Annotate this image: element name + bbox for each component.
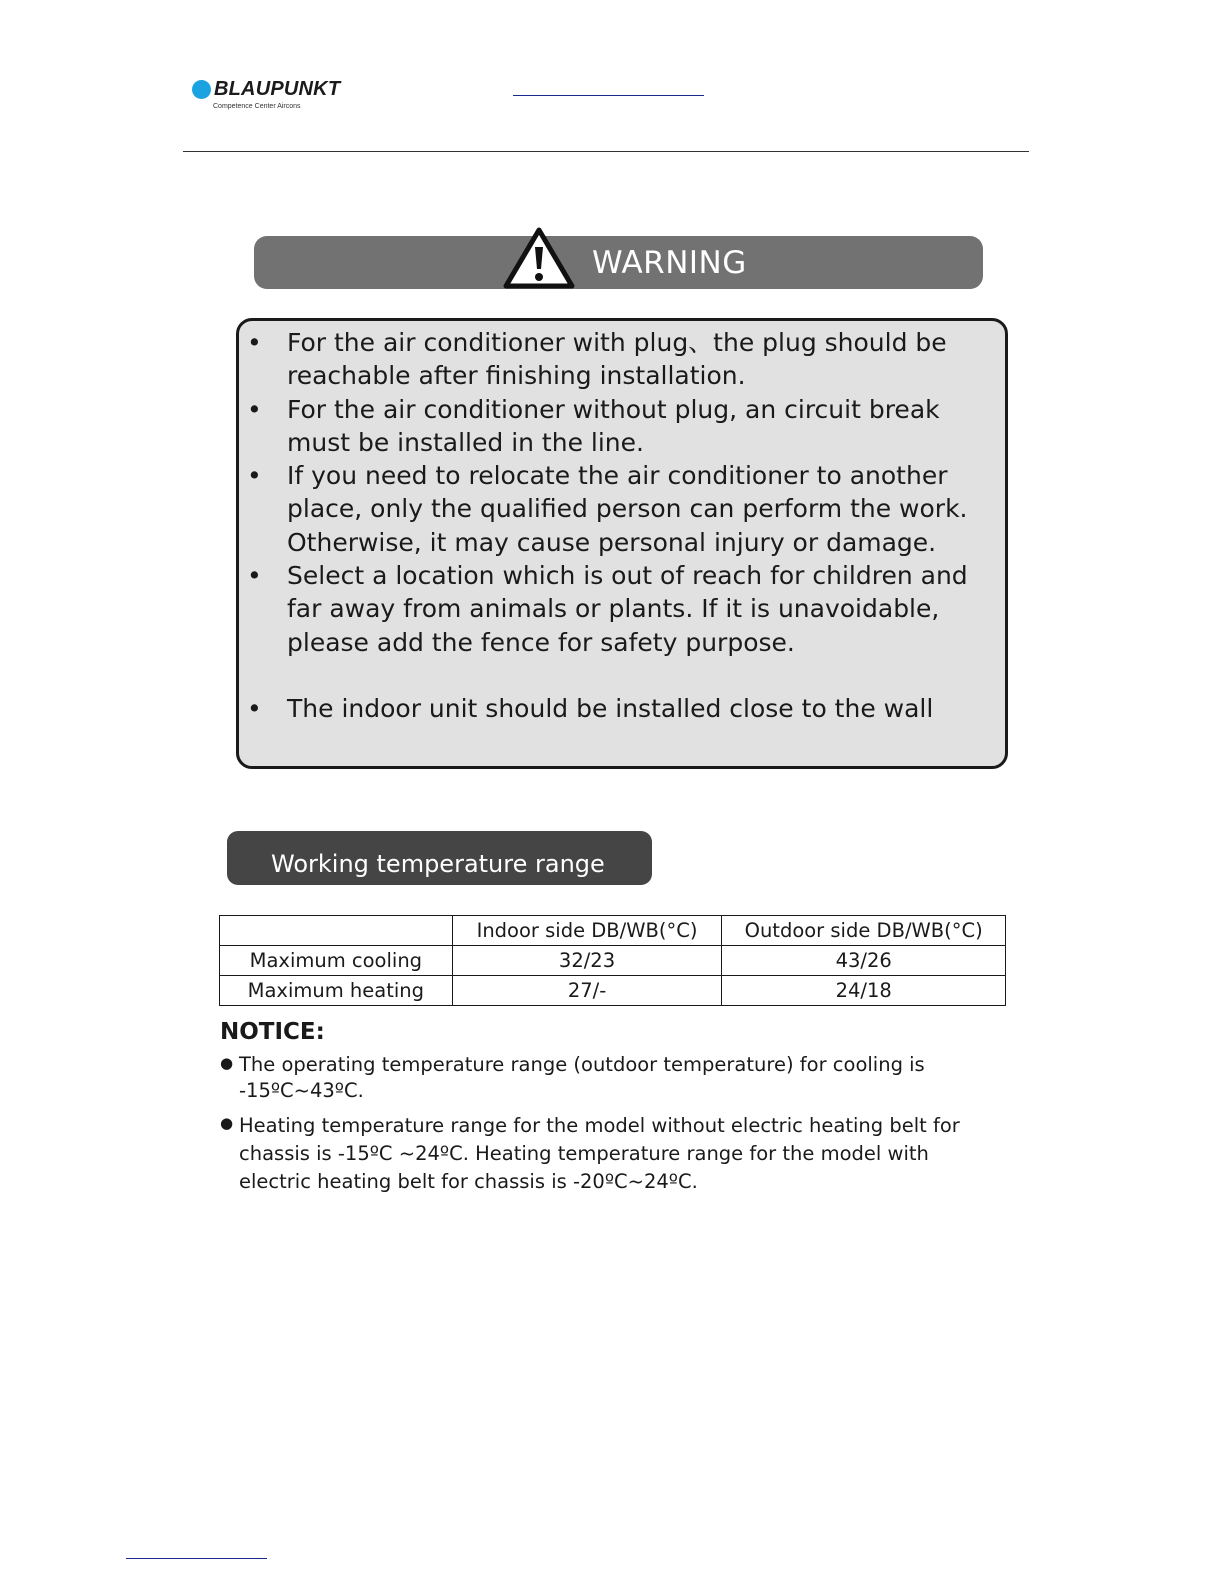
notice-title: NOTICE: (220, 1019, 325, 1045)
bullet-icon: ● (220, 1054, 234, 1072)
table-row (220, 946, 1006, 976)
table-cell: Maximum cooling (220, 946, 453, 976)
table-cell: 27/- (452, 976, 722, 1006)
bullet-icon: ● (220, 1114, 234, 1132)
table-row (220, 976, 1006, 1006)
warning-title: WARNING (592, 245, 747, 281)
warning-item-text: If you need to relocate the air conditioner to another place, only the qualified person can perform the work. Otherwise, it may cause personal injury or damage. (287, 461, 968, 557)
brand-logo-dot (192, 80, 211, 99)
warning-item-text: For the air conditioner without plug, an circuit break must be installed in the line. (287, 394, 940, 457)
table-cell: 43/26 (722, 946, 1006, 976)
notice-item-text: Heating temperature range for the model without electric heating belt for chassis is -15ºC ~24ºC. Heating temperature range for the model with electric heating belt for chassis is -20ºC~24ºC. (239, 1114, 960, 1193)
bullet-icon: • (247, 693, 262, 723)
section-title: Working temperature range (271, 850, 605, 878)
brand-logo-text: BLAUPUNKT (214, 78, 341, 100)
warning-list (247, 326, 992, 725)
bullet-icon: • (247, 561, 262, 591)
bullet-icon: • (247, 328, 262, 357)
table-header-row (220, 916, 1006, 946)
temperature-table (219, 915, 1006, 1006)
table-header-cell (220, 916, 453, 946)
header-link-underline (513, 95, 704, 96)
warning-triangle-icon (503, 227, 575, 289)
table-cell: Maximum heating (220, 976, 453, 1006)
brand-tagline: Competence Center Aircons (213, 103, 301, 110)
list-item (247, 393, 992, 460)
list-item (247, 692, 992, 725)
warning-item-text: Select a location which is out of reach for children and far away from animals or plants. If it is unavoidable, please add the fence for safety purpose. (287, 561, 968, 657)
footer-link-underline (126, 1558, 267, 1559)
warning-item-text: For the air conditioner with plug、the plug should be reachable after finishing installation. (287, 328, 947, 391)
table-header-cell: Indoor side DB/WB(°C) (452, 916, 722, 946)
list-item (247, 559, 992, 659)
list-item (247, 326, 992, 393)
warning-item-text: The indoor unit should be installed close to the wall (287, 693, 934, 723)
bullet-icon: • (247, 461, 262, 491)
list-item (247, 459, 992, 559)
table-cell: 32/23 (452, 946, 722, 976)
table-cell: 24/18 (722, 976, 1006, 1006)
notice-item-text: The operating temperature range (outdoor temperature) for cooling is -15ºC~43ºC. (239, 1053, 925, 1102)
table-header-cell: Outdoor side DB/WB(°C) (722, 916, 1006, 946)
header-divider (183, 151, 1029, 152)
bullet-icon: • (247, 394, 262, 424)
